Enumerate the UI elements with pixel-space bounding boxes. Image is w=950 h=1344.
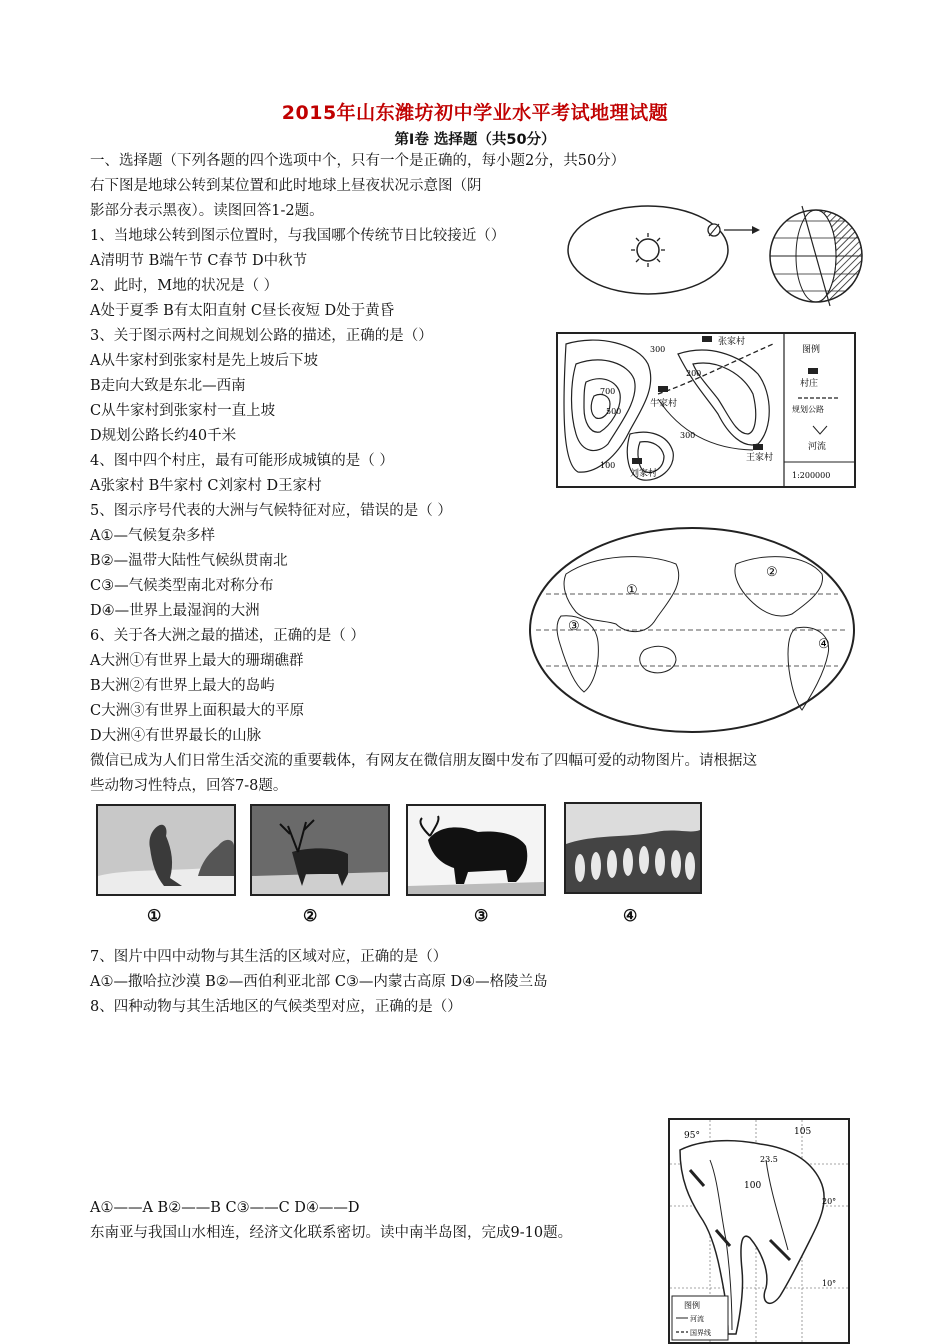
photo-reindeer [250,804,390,896]
village-niu: 牛家村 [650,399,678,409]
page-title: 2015年山东潍坊初中学业水平考试地理试题 [281,102,669,124]
question-4: 4、图中四个村庄，最有可能形成城镇的是（ ） [90,453,394,469]
photo-caption-1: ① [147,906,162,925]
question-1-options: A清明节 B端午节 C春节 D中秋节 [90,253,308,269]
sun-icon [637,239,659,261]
question-6-option-a: A大洲①有世界上最大的珊瑚礁群 [90,653,304,669]
wechat-intro-line-2: 些动物习性特点，回答7-8题。 [90,778,288,794]
question-5-option-d: D④—世界上最湿润的大洲 [90,603,260,619]
lat-23-5: 23.5 [760,1155,778,1164]
village-marker [753,444,763,450]
lon-95: 95° [684,1131,700,1141]
orbit-diagram [566,190,866,320]
question-7-options: A①—撒哈拉沙漠 B②—西伯利亚北部 C③—内蒙古高原 D④—格陵兰岛 [90,974,548,990]
earth-globe [770,206,862,306]
lat-20: 20° [822,1197,837,1206]
photo-yak [406,804,546,896]
village-marker [658,386,668,392]
svg-text:300: 300 [680,431,696,440]
question-6: 6、关于各大洲之最的描述，正确的是（ ） [90,628,365,644]
svg-text:700: 700 [600,387,616,396]
question-6-option-c: C大洲③有世界上面积最大的平原 [90,703,305,719]
village-marker [632,458,642,464]
section-subtitle: 第Ⅰ卷 选择题（共50分） [394,132,556,148]
continent-2-label: ② [766,565,778,580]
svg-text:河流: 河流 [808,442,827,452]
question-5-option-b: B②—温带大陆性气候纵贯南北 [90,553,288,569]
lon-100: 100 [744,1181,762,1191]
question-6-option-d: D大洲④有世界最长的山脉 [90,728,262,744]
village-zhang: 张家村 [718,337,746,347]
question-6-option-b: B大洲②有世界上最大的岛屿 [90,678,275,694]
svg-text:300: 300 [650,345,666,354]
question-5: 5、图示序号代表的大洲与气候特征对应，错误的是（ ） [90,503,452,519]
photo-penguins [564,802,702,894]
question-2-options: A处于夏季 B有太阳直射 C昼长夜短 D处于黄昏 [90,303,395,319]
svg-text:规划公路: 规划公路 [792,405,824,414]
photo-kangaroo [96,804,236,896]
svg-text:500: 500 [606,407,622,416]
svg-text:200: 200 [686,369,702,378]
question-7: 7、图片中四中动物与其生活的区域对应，正确的是（） [90,949,448,965]
question-3-option-d: D规划公路长约40千米 [90,428,237,444]
wechat-intro-line-1: 微信已成为人们日常生活交流的重要载体，有网友在微信朋友圈中发布了四幅可爱的动物图片。请根据这 [90,753,757,769]
section-header: 一、选择题（下列各题的四个选项中个，只有一个是正确的，每小题2分，共50分） [90,153,626,169]
question-4-options: A张家村 B牛家村 C刘家村 D王家村 [90,478,322,494]
question-1: 1、当地球公转到图示位置时，与我国哪个传统节日比较接近（） [90,228,506,244]
svg-text:河流: 河流 [690,1315,704,1323]
intro-line-1: 右下图是地球公转到某位置和此时地球上昼夜状况示意图（阴 [90,178,482,194]
photo-caption-4: ④ [623,906,638,925]
lat-10: 10° [822,1279,837,1288]
question-5-option-a: A①—气候复杂多样 [90,528,215,544]
question-3-option-c: C从牛家村到张家村一直上坡 [90,403,276,419]
photo-caption-3: ③ [474,906,489,925]
legend-title: 图例 [684,1301,700,1310]
photo-caption-2: ② [303,906,318,925]
question-3-option-b: B走向大致是东北—西南 [90,378,246,394]
svg-text:100: 100 [600,461,616,470]
southeast-asia-intro: 东南亚与我国山水相连，经济文化联系密切。读中南半岛图，完成9-10题。 [90,1225,573,1241]
legend-title: 图例 [802,345,821,355]
world-map [526,524,858,736]
continent-3-label: ③ [568,619,580,634]
continent-4-label: ④ [818,637,830,652]
question-5-option-c: C③—气候类型南北对称分布 [90,578,274,594]
question-3: 3、关于图示两村之间规划公路的描述，正确的是（） [90,328,433,344]
village-wang: 王家村 [746,453,774,463]
village-marker [702,336,712,342]
map-scale: 1:200000 [792,471,831,480]
village-liu: 刘家村 [630,469,658,479]
lon-105: 105 [794,1127,812,1137]
intro-line-2: 影部分表示黑夜）。读图回答1-2题。 [90,203,324,219]
continent-1-label: ① [626,583,638,598]
question-8: 8、四种动物与其生活地区的气候类型对应，正确的是（） [90,999,462,1015]
svg-text:国界线: 国界线 [690,1329,711,1337]
contour-map [556,332,856,488]
question-2: 2、此时，M地的状况是（ ） [90,278,279,294]
svg-text:村庄: 村庄 [800,379,819,389]
question-8-options: A①——A B②——B C③——C D④——D [90,1200,360,1216]
question-3-option-a: A从牛家村到张家村是先上坡后下坡 [90,353,318,369]
indochina-map [668,1118,850,1344]
